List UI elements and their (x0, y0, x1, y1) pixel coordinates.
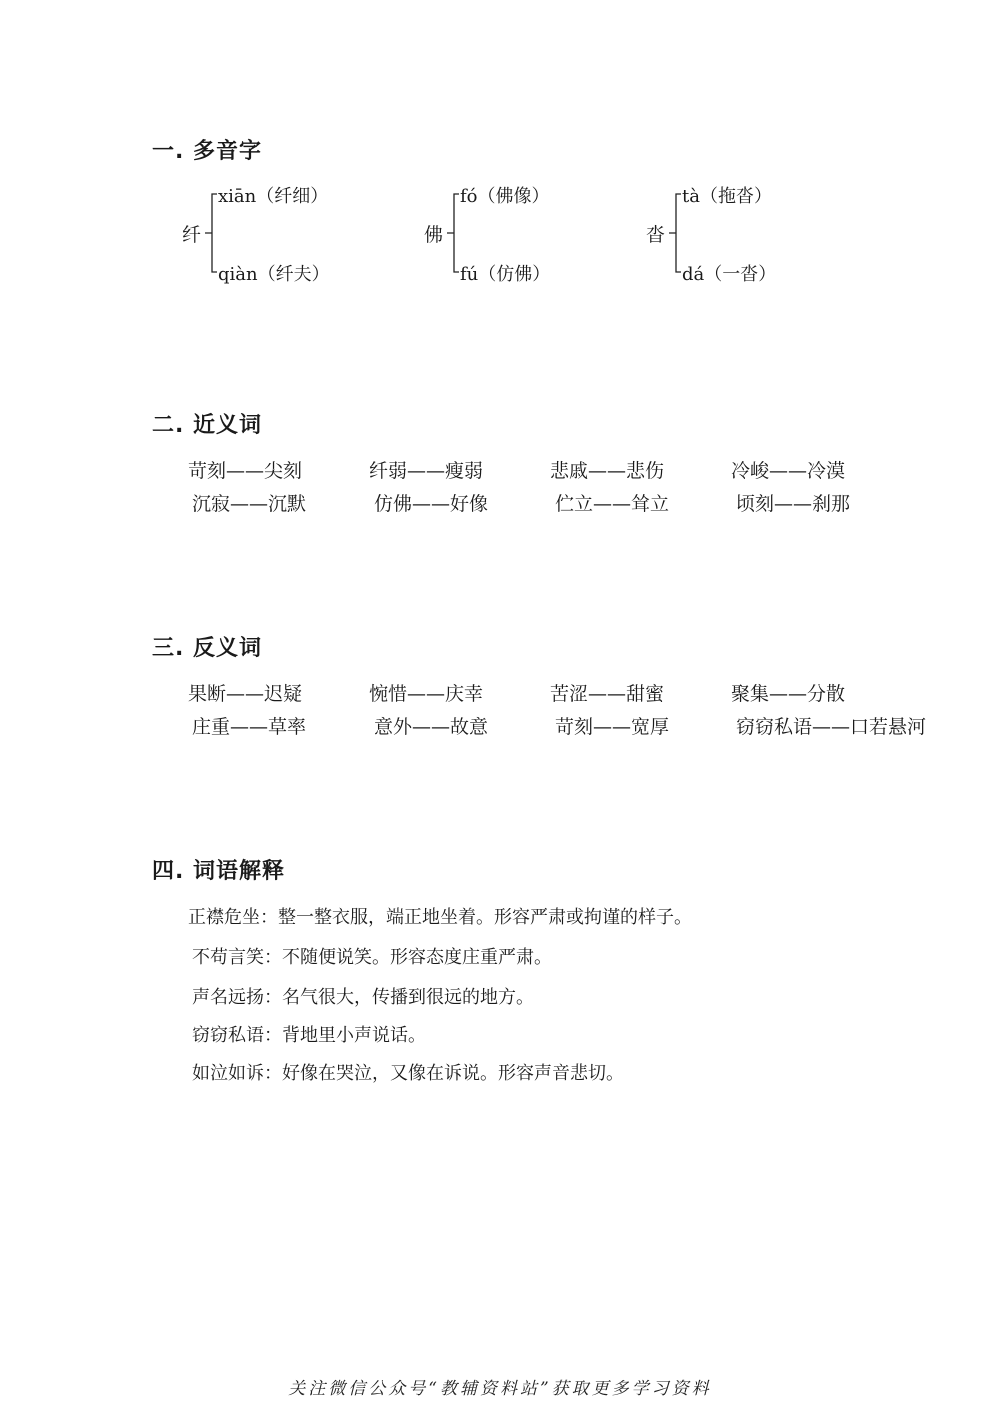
definition-item: 声名远扬：名气很大，传播到很远的地方。 (192, 987, 534, 1008)
antonym-pair: 意外——故意 (374, 716, 489, 738)
antonym-pair: 窃窃私语——口若悬河 (736, 716, 927, 738)
definition-item: 正襟危坐：整一整衣服，端正地坐着。形容严肃或拘谨的样子。 (188, 907, 692, 928)
polyphonic-char: 纤 (182, 224, 202, 246)
polyphonic-group (182, 178, 402, 288)
definition-item: 窃窃私语：背地里小声说话。 (192, 1025, 426, 1046)
synonym-pair: 冷峻——冷漠 (731, 460, 846, 482)
polyphonic-reading: fó（佛像） (460, 186, 550, 207)
definition-item: 如泣如诉：好像在哭泣，又像在诉说。形容声音悲切。 (192, 1063, 624, 1084)
synonym-pair: 悲戚——悲伤 (550, 460, 665, 482)
synonym-pair: 顷刻——刹那 (736, 493, 851, 515)
footer-note: 关注微信公众号“教辅资料站”获取更多学习资料 (288, 1379, 712, 1399)
synonym-pair: 沉寂——沉默 (192, 493, 307, 515)
polyphonic-reading: qiàn（纤夫） (218, 264, 330, 285)
polyphonic-group (424, 178, 644, 288)
polyphonic-reading: xiān（纤细） (218, 186, 329, 207)
polyphonic-char: 佛 (424, 224, 444, 246)
antonym-pair: 苛刻——宽厚 (555, 716, 670, 738)
polyphonic-reading: dá（一沓） (682, 264, 777, 285)
section-title-polyphonic: 一. 多音字 (152, 139, 263, 164)
antonym-pair: 庄重——草率 (192, 716, 307, 738)
definition-item: 不苟言笑：不随便说笑。形容态度庄重严肃。 (192, 947, 552, 968)
antonym-pair: 惋惜——庆幸 (369, 683, 484, 705)
section-title-definitions: 四. 词语解释 (152, 859, 286, 884)
synonym-pair: 苛刻——尖刻 (188, 460, 303, 482)
section-title-synonyms: 二. 近义词 (152, 413, 263, 438)
antonym-pair: 果断——迟疑 (188, 683, 303, 705)
antonym-pair: 聚集——分散 (731, 683, 846, 705)
polyphonic-reading: tà（拖沓） (682, 186, 772, 207)
synonym-pair: 伫立——耸立 (555, 493, 670, 515)
section-title-antonyms: 三. 反义词 (152, 636, 263, 661)
polyphonic-group (646, 178, 866, 288)
antonym-pair: 苦涩——甜蜜 (550, 683, 665, 705)
synonym-pair: 纤弱——瘦弱 (369, 460, 484, 482)
polyphonic-char: 沓 (646, 224, 666, 246)
polyphonic-reading: fú（仿佛） (460, 264, 551, 285)
synonym-pair: 仿佛——好像 (374, 493, 489, 515)
